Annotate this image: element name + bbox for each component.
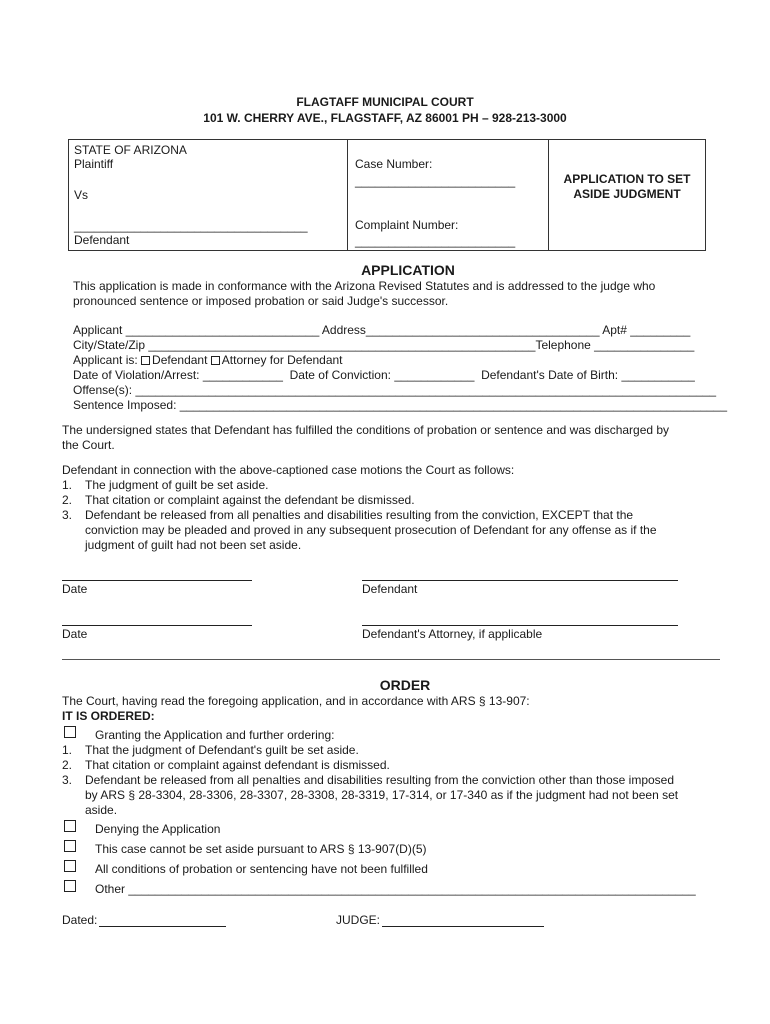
- cannot-set-aside-checkbox[interactable]: [64, 840, 76, 852]
- denying-checkbox[interactable]: [64, 820, 76, 832]
- motion-text-3-cont-2: judgment of guilt had not been set aside.: [85, 538, 302, 552]
- defendant-option-label: Defendant: [152, 353, 208, 367]
- order-intro: The Court, having read the foregoing application, and in accordance with ARS § 13-907:: [62, 694, 530, 708]
- date-label-1: Date: [62, 582, 88, 596]
- case-number-field[interactable]: ________________________: [355, 174, 516, 188]
- court-address: 101 W. CHERRY AVE., FLAGSTAFF, AZ 86001 PH – 928-213-3000: [203, 111, 567, 125]
- attorney-signature-line[interactable]: [362, 625, 678, 626]
- cannot-set-aside-label: This case cannot be set aside pursuant to ARS § 13-907(D)(5): [95, 842, 427, 856]
- date-label-2: Date: [62, 627, 88, 641]
- order-item-number-2: 2.: [62, 758, 73, 772]
- order-item-text-1: That the judgment of Defendant's guilt be set aside.: [85, 743, 359, 757]
- defendant-signature-line[interactable]: [362, 580, 678, 581]
- order-item-text-2: That citation or complaint against defendant is dismissed.: [85, 758, 390, 772]
- defendant-name-field[interactable]: ___________________________________: [74, 219, 308, 233]
- dates-field[interactable]: Date of Violation/Arrest: ____________ Date of Conviction: ____________ Defendant's Date of Birth: ___________: [73, 368, 695, 382]
- granting-checkbox[interactable]: [64, 726, 76, 738]
- attorney-checkbox[interactable]: [211, 356, 220, 365]
- complaint-number-label: Complaint Number:: [355, 218, 459, 232]
- plaintiff-label: Plaintiff: [74, 157, 114, 171]
- granting-label: Granting the Application and further ordering:: [95, 728, 335, 742]
- motion-number-2: 2.: [62, 493, 73, 507]
- undersigned-statement-line-1: The undersigned states that Defendant has fulfilled the conditions of probation or sentence and was discharged by: [62, 423, 670, 437]
- document-title-line-1: APPLICATION TO SET: [563, 172, 691, 186]
- defendant-checkbox[interactable]: [141, 356, 150, 365]
- motion-number-1: 1.: [62, 478, 73, 492]
- judge-label: JUDGE:: [336, 913, 381, 927]
- sentence-imposed-field[interactable]: Sentence Imposed: __________________________________________________________________________________: [73, 398, 727, 412]
- motion-text-3-cont-1: conviction may be pleaded and proved in any subsequent prosecution of Defendant for any offense as if the: [85, 523, 657, 537]
- offenses-field[interactable]: Offense(s): _______________________________________________________________________________________: [73, 383, 717, 397]
- dated-line[interactable]: [99, 926, 226, 927]
- caption-divider-left: [347, 140, 348, 250]
- application-heading: APPLICATION: [361, 262, 455, 278]
- motion-number-3: 3.: [62, 508, 73, 522]
- other-field[interactable]: Other _____________________________________________________________________________________: [95, 882, 696, 896]
- complaint-number-field[interactable]: ________________________: [355, 234, 516, 248]
- motion-text-2: That citation or complaint against the defendant be dismissed.: [85, 493, 415, 507]
- order-item-text-3-cont-2: aside.: [85, 803, 118, 817]
- city-telephone-field[interactable]: City/State/Zip __________________________________________________________Telephone _______________: [73, 338, 695, 352]
- defendant-label: Defendant: [74, 233, 130, 247]
- conditions-not-fulfilled-label: All conditions of probation or sentencing have not been fulfilled: [95, 862, 428, 876]
- state-of-arizona: STATE OF ARIZONA: [74, 143, 187, 157]
- applicant-is-row: [73, 353, 343, 367]
- it-is-ordered: IT IS ORDERED:: [62, 709, 155, 723]
- attorney-signature-label: Defendant's Attorney, if applicable: [362, 627, 543, 641]
- vs-label: Vs: [74, 188, 89, 202]
- application-intro-line-2: pronounced sentence or imposed probation or said Judge's successor.: [73, 294, 449, 308]
- defendant-signature-label: Defendant: [362, 582, 418, 596]
- application-intro-line-1: This application is made in conformance with the Arizona Revised Statutes and is addressed to the judge who: [73, 279, 656, 293]
- judge-signature-line[interactable]: [382, 926, 544, 927]
- attorney-option-label: Attorney for Defendant: [221, 353, 343, 367]
- conditions-not-fulfilled-checkbox[interactable]: [64, 860, 76, 872]
- order-item-text-3-cont-1: by ARS § 28-3304, 28-3306, 28-3307, 28-3308, 28-3319, 17-314, or 17-340 as if the judgment had not been set: [85, 788, 679, 802]
- motions-intro: Defendant in connection with the above-captioned case motions the Court as follows:: [62, 463, 515, 477]
- motion-text-3: Defendant be released from all penalties and disabilities resulting from the conviction, EXCEPT that the: [85, 508, 634, 522]
- applicant-address-field[interactable]: Applicant _____________________________ Address___________________________________ Apt# _________: [73, 323, 691, 337]
- motion-text-1: The judgment of guilt be set aside.: [85, 478, 269, 492]
- date-signature-line-2[interactable]: [62, 625, 252, 626]
- applicant-is-label: Applicant is:: [73, 353, 138, 367]
- case-number-label: Case Number:: [355, 157, 433, 171]
- order-heading: ORDER: [379, 677, 431, 693]
- other-checkbox[interactable]: [64, 880, 76, 892]
- dated-label: Dated:: [62, 913, 98, 927]
- section-divider: [62, 659, 720, 660]
- document-title-line-2: ASIDE JUDGMENT: [573, 187, 681, 201]
- order-item-number-3: 3.: [62, 773, 73, 787]
- date-signature-line-1[interactable]: [62, 580, 252, 581]
- case-caption-box: [68, 139, 706, 251]
- denying-label: Denying the Application: [95, 822, 221, 836]
- order-item-number-1: 1.: [62, 743, 73, 757]
- court-name: FLAGTAFF MUNICIPAL COURT: [296, 95, 474, 109]
- order-item-text-3: Defendant be released from all penalties and disabilities resulting from the conviction other than those imposed: [85, 773, 675, 787]
- undersigned-statement-line-2: the Court.: [62, 438, 115, 452]
